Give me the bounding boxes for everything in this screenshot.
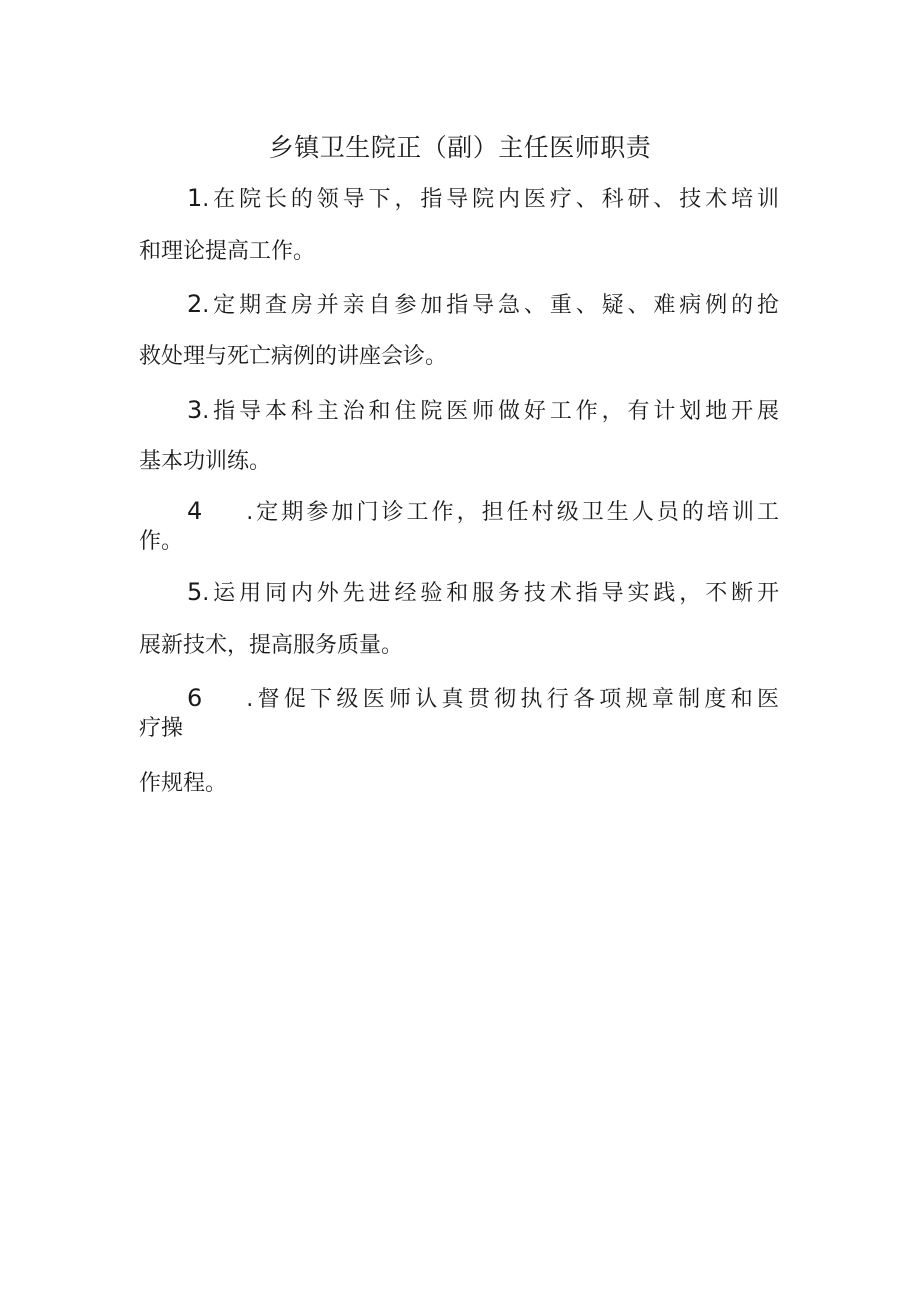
list-item-6-continuation-2: 作规程。 — [139, 771, 228, 796]
list-item-6-text: .督促下级医师认真贯彻执行各项规章制度和医 — [246, 687, 779, 712]
list-item-2-continuation: 救处理与死亡病例的讲座会诊。 — [139, 344, 448, 369]
list-item-1-continuation: 和理论提高工作。 — [139, 239, 316, 264]
list-item-2-number: 2 — [187, 290, 203, 318]
list-item-5-text: .运用同内外先进经验和服务技术指导实践，不断开 — [202, 581, 779, 606]
list-item-3-continuation: 基本功训练。 — [139, 449, 272, 474]
list-item-6-continuation: 疗操 — [139, 716, 184, 741]
list-item-1-number: 1 — [187, 184, 203, 212]
list-item-4-text: .定期参加门诊工作，担任村级卫生人员的培训工 — [246, 500, 779, 525]
list-item-3-number: 3 — [187, 396, 203, 424]
list-item-6-number: 6 — [187, 684, 203, 712]
list-item-2-first-line — [139, 289, 779, 321]
list-item-5-first-line — [139, 577, 779, 609]
list-item-1-first-line — [139, 183, 779, 215]
list-item-4-continuation: 作。 — [139, 529, 184, 554]
list-item-4-first-line — [139, 496, 779, 528]
list-item-3-text: .指导本科主治和住院医师做好工作，有计划地开展 — [202, 399, 779, 424]
list-item-3-first-line — [139, 395, 779, 427]
list-item-5-number: 5 — [187, 578, 203, 606]
list-item-5-continuation: 展新技术，提高服务质量。 — [139, 633, 404, 658]
list-item-2-text: .定期查房并亲自参加指导急、重、疑、难病例的抢 — [202, 293, 779, 318]
list-item-4-number: 4 — [187, 497, 203, 525]
page-title: 乡镇卫生院正（副）主任医师职责 — [268, 133, 652, 162]
list-item-1-text: .在院长的领导下，指导院内医疗、科研、技术培训 — [202, 187, 779, 212]
list-item-6-first-line — [139, 683, 779, 715]
